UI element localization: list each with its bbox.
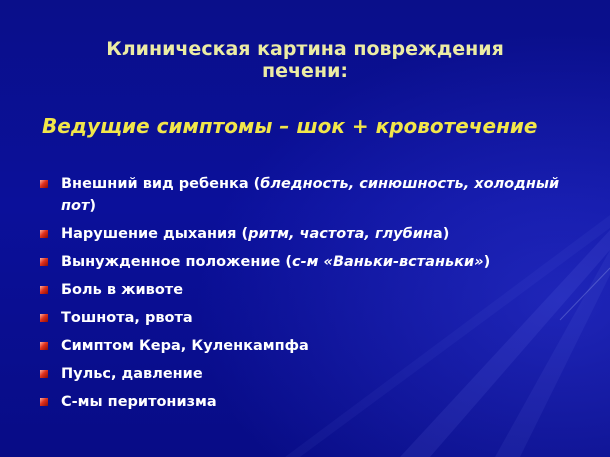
list-item-text: Нарушение дыхания ( [61,226,249,242]
square-bullet-icon [40,398,48,406]
list-item-text: Пульс, давление [61,366,203,382]
list-item [38,391,578,413]
list-item [38,251,578,273]
list-item-text: Симптом Кера, Куленкампфа [61,338,309,354]
list-item [38,335,578,357]
list-item-tail: ) [89,198,97,214]
slide-subtitle: Ведущие симптомы – шок + кровотечение [42,114,538,138]
slide-title-line-2: печени: [262,60,348,82]
square-bullet-icon [40,230,48,238]
list-item-text: С-мы перитонизма [61,394,217,410]
square-bullet-icon [40,180,48,188]
list-item [38,363,578,385]
slide-title-line-1: Клиническая картина повреждения [106,38,504,60]
square-bullet-icon [40,314,48,322]
square-bullet-icon [40,258,48,266]
list-item-text: Внешний вид ребенка ( [61,176,261,192]
list-item-italic: ритм, частота, глубин [248,226,433,242]
slide-title [0,38,610,82]
square-bullet-icon [40,286,48,294]
list-item-text: Боль в животе [61,282,184,298]
square-bullet-icon [40,342,48,350]
list-item [38,223,578,245]
list-item-text: Тошнота, рвота [61,310,193,326]
list-item [38,173,578,217]
list-item [38,279,578,301]
list-item-tail: ) [483,254,491,270]
list-item-italic: бледность, синюшность, холодный пот [61,176,560,214]
square-bullet-icon [40,370,48,378]
list-item-italic: с-м «Ваньки-встаньки» [292,254,484,270]
list-item-text: Вынужденное положение ( [61,254,293,270]
symptom-list [38,173,578,419]
list-item [38,307,578,329]
list-item-tail: а) [432,226,450,242]
